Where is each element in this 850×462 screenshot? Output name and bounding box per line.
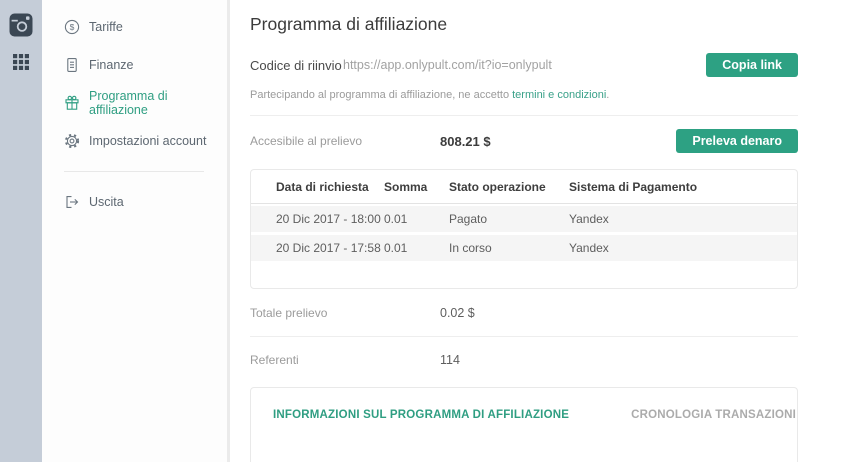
- balance-value: 808.21 $: [440, 133, 491, 149]
- total-withdrawal-value: 0.02 $: [440, 306, 475, 320]
- cell-date: 20 Dic 2017 - 17:58: [251, 233, 384, 262]
- section-divider: [250, 336, 798, 337]
- sidebar-item-impostazioni-account[interactable]: [64, 122, 227, 160]
- sidebar-item-finanze[interactable]: [64, 46, 227, 84]
- sidebar-item-programma-di-affiliazione[interactable]: [64, 84, 227, 122]
- gift-icon: [64, 95, 80, 111]
- cell-amount: 0.01: [384, 204, 449, 233]
- table-row: [251, 233, 797, 262]
- sidebar-item-label: Finanze: [89, 58, 134, 72]
- terms-link[interactable]: termini e condizioni: [512, 89, 607, 101]
- column-header: Sistema di Pagamento: [569, 170, 797, 204]
- balance-label: Accesibile al prelievo: [250, 134, 363, 148]
- sidebar-item-label: Tariffe: [89, 20, 123, 34]
- logout-icon: [64, 194, 80, 210]
- terms-period: .: [606, 89, 610, 101]
- referral-code-label: Codice di riinvio: [250, 57, 342, 73]
- column-header: Somma: [384, 170, 449, 204]
- referrals-label: Referenti: [250, 353, 299, 367]
- referral-url: https://app.onlypult.com/it?io=onlypult: [343, 58, 552, 72]
- cell-amount: 0.01: [384, 233, 449, 262]
- svg-text:$: $: [69, 22, 75, 32]
- instagram-logo-icon[interactable]: [9, 13, 33, 37]
- copy-link-button[interactable]: Copia link: [706, 53, 798, 77]
- sidebar-item-tariffe[interactable]: [64, 8, 227, 46]
- sidebar: [42, 0, 230, 462]
- cell-payment-system: Yandex: [569, 233, 797, 262]
- total-withdrawal-label: Totale prelievo: [250, 306, 328, 320]
- sidebar-divider: [64, 171, 204, 172]
- withdrawals-card: [250, 169, 798, 289]
- cell-date: 20 Dic 2017 - 18:00: [251, 204, 384, 233]
- document-icon: [64, 57, 80, 73]
- section-divider: [250, 115, 798, 116]
- tab-affiliate-info[interactable]: INFORMAZIONI SUL PROGRAMMA DI AFFILIAZIONE: [273, 409, 570, 421]
- withdrawals-table: [251, 170, 797, 262]
- cell-payment-system: Yandex: [569, 204, 797, 233]
- sidebar-item-label: Programma di affiliazione: [89, 89, 168, 117]
- info-tabs-card: [250, 387, 798, 462]
- apps-grid-icon[interactable]: [13, 54, 29, 70]
- cell-status: In corso: [449, 233, 569, 262]
- referrals-count: 114: [440, 353, 460, 367]
- terms-note: [250, 89, 798, 101]
- column-header: Stato operazione: [449, 170, 569, 204]
- cell-status: Pagato: [449, 204, 569, 233]
- tab-transaction-history[interactable]: CRONOLOGIA TRANSAZIONI: [631, 409, 797, 421]
- total-withdrawal-row: [250, 306, 798, 320]
- withdraw-button[interactable]: Preleva denaro: [676, 129, 798, 153]
- referral-code-row: [250, 53, 798, 77]
- gear-icon: [64, 133, 80, 149]
- sidebar-item-label: Impostazioni account: [89, 134, 207, 148]
- app-rail: [0, 0, 42, 462]
- dollar-circle-icon: [64, 19, 80, 35]
- sidebar-item-label: Uscita: [89, 195, 124, 209]
- column-header: Data di richiesta: [251, 170, 384, 204]
- sidebar-item-uscita[interactable]: [64, 183, 227, 221]
- balance-row: [250, 129, 798, 153]
- table-row: [251, 204, 797, 233]
- main-content: [230, 0, 850, 462]
- referrals-row: [250, 353, 798, 367]
- terms-text: Partecipando al programma di affiliazione, ne accetto: [250, 89, 513, 101]
- page-title: Programma di affiliazione: [250, 14, 448, 34]
- table-header-row: [251, 170, 797, 204]
